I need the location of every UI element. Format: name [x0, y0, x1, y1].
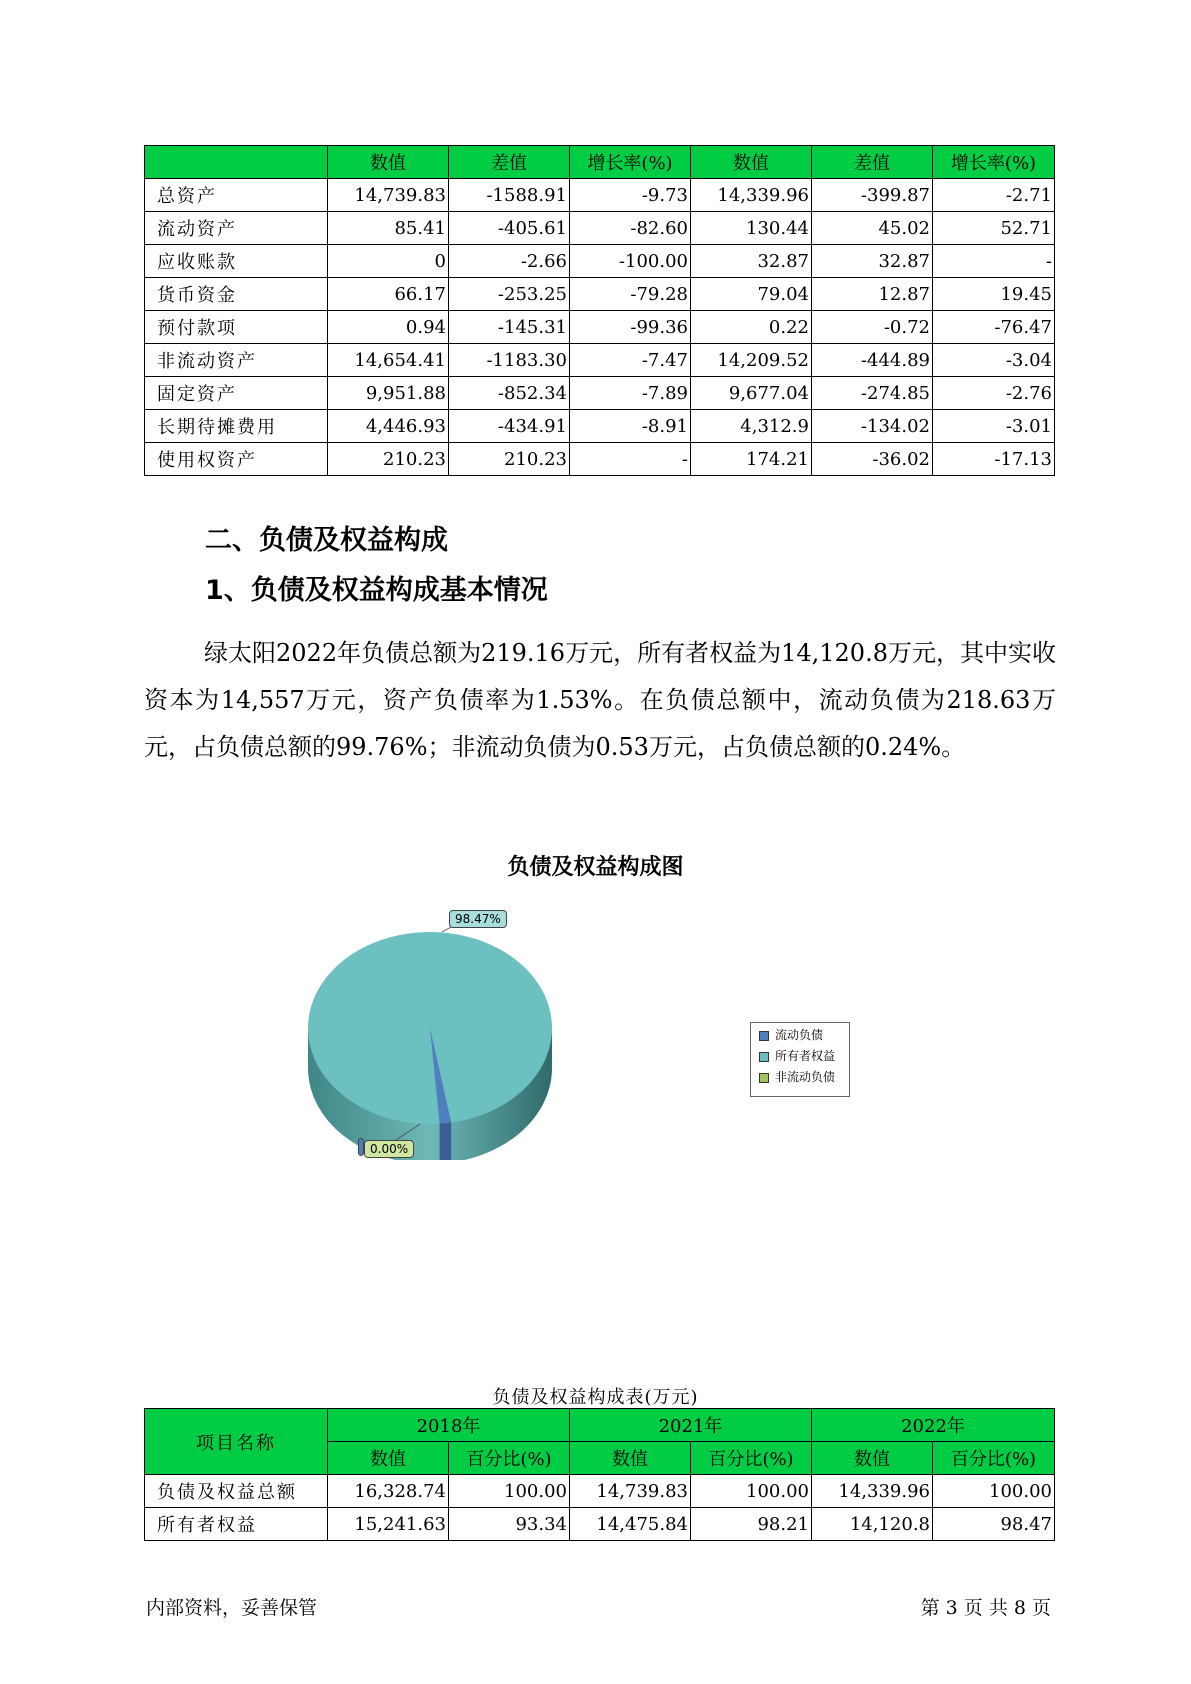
table-cell: -399.87 — [812, 179, 933, 212]
table-cell: 14,120.8 — [812, 1508, 933, 1541]
table-cell: 0.94 — [328, 311, 449, 344]
sub-header-cell: 数值 — [328, 1442, 449, 1475]
table-cell: 14,209.52 — [691, 344, 812, 377]
table-cell: -3.01 — [933, 410, 1055, 443]
table-cell: 9,951.88 — [328, 377, 449, 410]
footer-page-number: 第 3 页 共 8 页 — [920, 1597, 1051, 1619]
asset-change-table — [144, 145, 1055, 476]
table-cell: 14,339.96 — [812, 1475, 933, 1508]
legend-label: 所有者权益 — [775, 1049, 836, 1063]
table-cell: -1183.30 — [449, 344, 570, 377]
table-cell: -274.85 — [812, 377, 933, 410]
subsection-heading: 1、负债及权益构成基本情况 — [205, 575, 548, 606]
table-cell: 32.87 — [691, 245, 812, 278]
table-cell: 0 — [328, 245, 449, 278]
asset-header-cell: 数值 — [691, 146, 812, 179]
legend-swatch — [759, 1031, 769, 1041]
table-cell: -17.13 — [933, 443, 1055, 476]
liab-table-caption: 负债及权益构成表(万元) — [492, 1387, 699, 1408]
table-cell: 12.87 — [812, 278, 933, 311]
year-header-2022: 2022年 — [812, 1409, 1055, 1442]
table-cell: -36.02 — [812, 443, 933, 476]
asset-header-cell: 增长率(%) — [933, 146, 1055, 179]
pie-slice-current-liabilities-side — [440, 1123, 452, 1160]
table-cell: -434.91 — [449, 410, 570, 443]
table-cell: 15,241.63 — [328, 1508, 449, 1541]
table-row — [145, 212, 1055, 245]
asset-header-cell: 增长率(%) — [570, 146, 691, 179]
table-cell: 85.41 — [328, 212, 449, 245]
table-cell: -145.31 — [449, 311, 570, 344]
table-row — [145, 344, 1055, 377]
year-header-2018: 2018年 — [328, 1409, 570, 1442]
table-cell: 14,475.84 — [570, 1508, 691, 1541]
table-cell: 4,446.93 — [328, 410, 449, 443]
legend-item-noncurrent-liabilities — [751, 1068, 849, 1086]
table-cell: -99.36 — [570, 311, 691, 344]
table-cell: - — [570, 443, 691, 476]
row-label: 非流动资产 — [145, 344, 328, 377]
table-cell: -76.47 — [933, 311, 1055, 344]
legend-swatch — [759, 1073, 769, 1083]
table-cell: -253.25 — [449, 278, 570, 311]
sub-header-cell: 百分比(%) — [933, 1442, 1055, 1475]
table-cell: 52.71 — [933, 212, 1055, 245]
sub-header-cell: 百分比(%) — [449, 1442, 570, 1475]
table-cell: -444.89 — [812, 344, 933, 377]
item-name-header: 项目名称 — [145, 1409, 328, 1475]
pie-chart — [290, 900, 590, 1160]
table-cell: 130.44 — [691, 212, 812, 245]
table-cell: 45.02 — [812, 212, 933, 245]
table-cell: -79.28 — [570, 278, 691, 311]
asset-header-cell: 数值 — [328, 146, 449, 179]
row-label: 总资产 — [145, 179, 328, 212]
table-cell: 14,739.83 — [570, 1475, 691, 1508]
table-cell: 16,328.74 — [328, 1475, 449, 1508]
summary-paragraph: 绿太阳2022年负债总额为219.16万元，所有者权益为14,120.8万元，其中实收资本为14,557万元，资产负债率为1.53%。在负债总额中，流动负债为218.63万元，占负债总额的99.76%；非流动负债为0.53万元，占负债总额的0.24%。 — [144, 639, 1056, 761]
section-heading: 二、负债及权益构成 — [205, 525, 448, 556]
table-cell: -2.76 — [933, 377, 1055, 410]
table-cell: 14,339.96 — [691, 179, 812, 212]
row-label: 货币资金 — [145, 278, 328, 311]
table-cell: -1588.91 — [449, 179, 570, 212]
table-cell: 174.21 — [691, 443, 812, 476]
table-cell: 4,312.9 — [691, 410, 812, 443]
data-label-noncurrent-liabilities: 0.00% — [364, 1140, 414, 1158]
asset-header-cell — [145, 146, 328, 179]
legend-swatch — [759, 1052, 769, 1062]
table-cell: 100.00 — [691, 1475, 812, 1508]
row-label: 预付款项 — [145, 311, 328, 344]
chart-title: 负债及权益构成图 — [507, 855, 684, 880]
table-cell: -134.02 — [812, 410, 933, 443]
table-cell: 14,654.41 — [328, 344, 449, 377]
asset-header-cell: 差值 — [812, 146, 933, 179]
table-row — [145, 245, 1055, 278]
table-cell: 0.22 — [691, 311, 812, 344]
sub-header-cell: 数值 — [570, 1442, 691, 1475]
table-cell: 19.45 — [933, 278, 1055, 311]
table-row — [145, 377, 1055, 410]
table-cell: -0.72 — [812, 311, 933, 344]
table-cell: - — [933, 245, 1055, 278]
table-cell: 14,739.83 — [328, 179, 449, 212]
table-cell: -8.91 — [570, 410, 691, 443]
table-row — [145, 1508, 1055, 1541]
table-row — [145, 278, 1055, 311]
table-cell: 100.00 — [449, 1475, 570, 1508]
table-cell: 210.23 — [328, 443, 449, 476]
asset-table-header — [145, 146, 1055, 179]
table-cell: 98.21 — [691, 1508, 812, 1541]
row-label: 固定资产 — [145, 377, 328, 410]
table-cell: -2.71 — [933, 179, 1055, 212]
table-cell: -405.61 — [449, 212, 570, 245]
table-cell: 210.23 — [449, 443, 570, 476]
liability-equity-table — [144, 1408, 1055, 1541]
table-cell: 100.00 — [933, 1475, 1055, 1508]
table-cell: 93.34 — [449, 1508, 570, 1541]
table-cell: 98.47 — [933, 1508, 1055, 1541]
liab-year-header — [145, 1409, 1055, 1442]
sub-header-cell: 数值 — [812, 1442, 933, 1475]
legend-item-owner-equity — [751, 1047, 849, 1065]
sub-header-cell: 百分比(%) — [691, 1442, 812, 1475]
table-row — [145, 1475, 1055, 1508]
table-cell: -7.89 — [570, 377, 691, 410]
table-row — [145, 311, 1055, 344]
data-label-owner-equity: 98.47% — [449, 910, 507, 928]
table-cell: 79.04 — [691, 278, 812, 311]
table-cell: -2.66 — [449, 245, 570, 278]
table-cell: -3.04 — [933, 344, 1055, 377]
row-label: 长期待摊费用 — [145, 410, 328, 443]
table-cell: 32.87 — [812, 245, 933, 278]
table-cell: -100.00 — [570, 245, 691, 278]
table-cell: 9,677.04 — [691, 377, 812, 410]
table-cell: -7.47 — [570, 344, 691, 377]
footer-confidential: 内部资料，妥善保管 — [146, 1597, 318, 1619]
legend-label: 流动负债 — [775, 1028, 824, 1042]
table-row — [145, 179, 1055, 212]
year-header-2021: 2021年 — [570, 1409, 812, 1442]
asset-header-cell: 差值 — [449, 146, 570, 179]
chart-legend — [750, 1022, 850, 1097]
table-cell: -82.60 — [570, 212, 691, 245]
table-cell: -9.73 — [570, 179, 691, 212]
legend-label: 非流动负债 — [775, 1070, 836, 1084]
row-label: 使用权资产 — [145, 443, 328, 476]
row-label: 所有者权益 — [145, 1508, 328, 1541]
legend-item-current-liabilities — [751, 1026, 849, 1044]
table-cell: -852.34 — [449, 377, 570, 410]
row-label: 负债及权益总额 — [145, 1475, 328, 1508]
table-cell: 66.17 — [328, 278, 449, 311]
row-label: 流动资产 — [145, 212, 328, 245]
table-row — [145, 410, 1055, 443]
table-row — [145, 443, 1055, 476]
row-label: 应收账款 — [145, 245, 328, 278]
